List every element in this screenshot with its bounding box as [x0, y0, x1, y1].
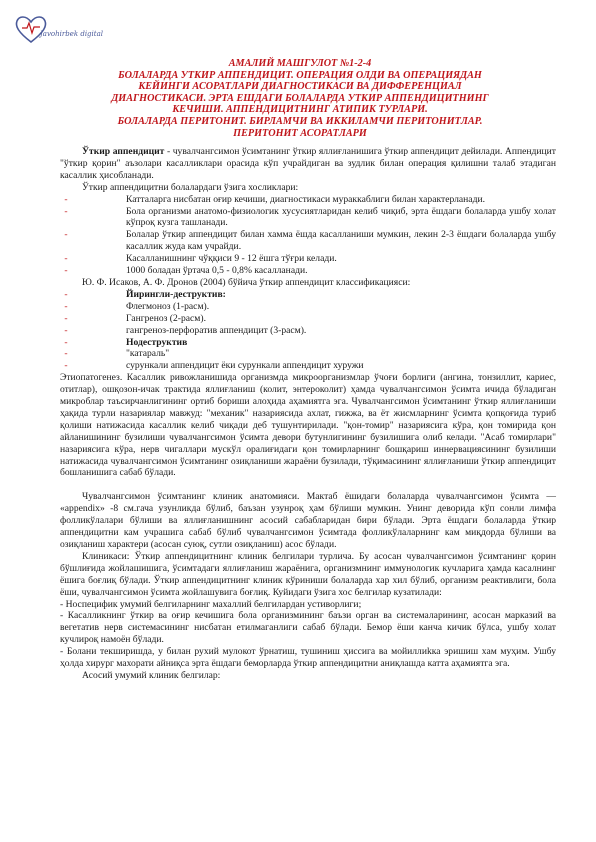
dash-bullet-icon: -: [64, 253, 68, 265]
list-item: - сурункали аппендицит ёки сурункали аппендицит хуружи: [60, 360, 556, 372]
list-item: - Гангреноз (2-расм).: [60, 313, 556, 325]
title-line: БОЛАЛАРДА УТКИР АППЕНДИЦИТ. ОПЕРАЦИЯ ОЛДИ ВА ОПЕРАЦИЯДАН: [118, 69, 482, 81]
document-body: [60, 146, 556, 682]
list-item: - гангреноз-перфоратив аппендицит (3-расм).: [60, 325, 556, 337]
anatomy-paragraph: Чувалчангсимон ўсимтанинг клиник анатомияси. Мактаб ёшидаги болаларда чувалчангсимон ўсимта — «appendix» -8 см.гача узунликда бўлиб, баъзан узунроқ ҳам бўлиши мумкин. Унинг деворида кўп сонли лимфа фолликўлалари бўлиши ва яллиғланишнинг асосий сабабларидан бири бўлади. Эрта ёшдаги болаларда ўткир аппендицитни кам учрашига сабаб бўлиб чувалчангсимон ўсимтада фолликўлаларнинг кам миқдорда бўлиши ва озиқланиш характери (асосан суюқ, сутли озиқланиш) асос бўлади.: [60, 491, 556, 550]
list-item: - Катталарга нисбатан оғир кечиши, диагностикаси мураккаблиги билан характерланади.: [60, 194, 556, 206]
classification-heading: Ю. Ф. Исаков, А. Ф. Дронов (2004) бўйича ўткир аппендицит классификацияси:: [82, 276, 411, 288]
list-item: - Йирингли-деструктив:: [60, 289, 556, 301]
list-item: - 1000 боладан ўртача 0,5 - 0,8% касалланади.: [60, 265, 556, 277]
list-item: - Болалар ўткир аппендицит билан хамма ёшда касалланиши мумкин, лекин 2-3 ёшдаги болаларда ушбу касаллик жуда кам учрайди.: [60, 229, 556, 253]
intro-term: Ўткир аппендицит: [82, 146, 165, 157]
general-signs-heading: Асосий умумий клиник белгилар:: [82, 669, 221, 681]
list-item: - Нодеструктив: [60, 337, 556, 349]
clinic-point: - Касалликнинг ўткир ва оғир кечишига бола организмининг баъзи орган ва системаларининг, асосан марказий ва вегетатив нерв системасининг нисбатан етилмаганлиги сабаб бўлади. Бемор ёши канча кичик бўлса, ушбу холат кучлироқ намоён бўлади.: [60, 610, 556, 646]
dash-bullet-icon: -: [64, 265, 68, 277]
logo: [14, 12, 103, 54]
dash-bullet-icon: -: [64, 336, 68, 348]
dash-bullet-icon: -: [64, 324, 68, 336]
dash-bullet-icon: -: [64, 312, 68, 324]
etiology-paragraph: Этиопатогенез. Касаллик ривожланишида организмда микроорганизмлар ўчоғи борлиги (ангина, тонзиллит, кариес, отитлар), ошқозон-ичак трактида яллиғланиш (колит, энтероколит) ҳамда чувалчангсимон ўсимта ичида бўладиган микроблар таъсирчанлигининг ортиб бориши алоҳида аҳамиятга эга. Чувалчангсимон ўсимтанинг ўткир яллиғланиши ҳақида турли назариялар мавжуд: "механик" назариясида ахлат, гижжа, ва ёт жисмларнинг ўсимта қопқоғида туриб қолиши натижасида касаллик келиб чиқади деб тушунтирилади. "қон-томир" назариясига кўра, қон томирида қон айланишининг бузилиши чувалчангсимон ўсимта девори бутунлигининг бузилишига олиб келади. "Асаб томирлари" назариясига кўра, нерв чигаллари мускўл оралиғидаги қон томирларнинг бошқариш иннервациясининг бузилиши натижасида чувалчангсимон ўсимтанинг озиқланиши жараёни бузилади, тўқимасининг яллиғланиши ўткир аппендицит бошланишига сабаб бўлади.: [60, 372, 556, 479]
page-title: [80, 58, 520, 139]
logo-text: Javohirbek digital: [40, 30, 103, 38]
title-line: ПЕРИТОНИТ АСОРАТЛАРИ: [233, 127, 367, 139]
dash-bullet-icon: -: [64, 360, 68, 372]
title-line: БОЛАЛАРДА ПЕРИТОНИТ. БИРЛАМЧИ ВА ИККИЛАМЧИ ПЕРИТОНИТЛАР.: [117, 115, 483, 127]
clinic-point: - Носпецифик умумий белгиларнинг махаллий белгилардан устиворлиги;: [60, 598, 362, 610]
intro-definition: - чувалчангсимон ўсимтанинг ўткир яллиғланишига ўткир аппендицит дейилади. Аппендицит "ўткир қорин" аъзолари касалликлари орасида кўп учрайдиган ва зудлик билан операция қилишни талаб этадиган касаллик ҳисобланади.: [60, 146, 556, 181]
features-list: [60, 194, 556, 277]
title-line: КЕЧИШИ. АППЕНДИЦИТНИНГ АТИПИК ТУРЛАРИ.: [172, 104, 428, 116]
title-line: КЕЙИНГИ АСОРАТЛАРИ ДИАГНОСТИКАСИ ВА ДИФФЕРЕНЦИАЛ: [138, 81, 462, 93]
spacer: [60, 479, 556, 491]
dash-bullet-icon: -: [64, 193, 68, 205]
heart-logo-icon: [14, 12, 48, 46]
title-line: АМАЛИЙ МАШГУЛОТ №1-2-4: [228, 58, 372, 69]
dash-bullet-icon: -: [64, 348, 68, 360]
clinic-paragraph: Клиникаси: Ўткир аппендицитнинг клиник белгилари турлича. Бу асосан чувалчангсимон ўсимтанинг қорин бўшлиғида жойлашишига, ўсимтадаги яллиғланиш жараёнига, организмнинг иммунологик кучларига ҳамда касалнинг ёшига боғлиқ бўлади. Ўткир аппендицитнинг клиник кўриниши болаларда хар хил бўлиб, организм реактивлиги, бола ёши, чувалчангсимон ўсимта жойлашувига боғлиқ. Куйидаги ўзига хос белгилар кузатилади:: [60, 550, 556, 598]
dash-bullet-icon: -: [64, 229, 68, 241]
list-item: - Бола организми анатомо-физиологик хусусиятларидан келиб чиқиб, эрта ёшдаги болаларда ушбу холат кўпроқ кузга ташланади.: [60, 206, 556, 230]
list-item: - "катараль": [60, 348, 556, 360]
dash-bullet-icon: -: [64, 300, 68, 312]
features-heading: Ўткир аппендицитни болалардаги ўзига хосликлари:: [82, 181, 299, 193]
intro-paragraph: [60, 146, 556, 182]
clinic-point: - Болани текширишда, у билан рухий мулокот ўрнатиш, тушиниш ҳиссига ва мойиллиkка эришиш хам муҳим. Ушбу ҳолда хирург махорати айниқса эрта ёшдаги беморларда ўткир аппендицитни аниқлашда катта аҳамиятга эга.: [60, 646, 556, 670]
dash-bullet-icon: -: [64, 288, 68, 300]
list-item: - Касалланишнинг чўққиси 9 - 12 ёшга тўғри келади.: [60, 253, 556, 265]
list-item: - Флегмоноз (1-расм).: [60, 301, 556, 313]
dash-bullet-icon: -: [64, 205, 68, 217]
title-line: ДИАГНОСТИКАСИ. ЭРТА ЕШДАГИ БОЛАЛАРДА УТКИР АППЕНДИЦИТНИНГ: [111, 92, 489, 104]
classification-list: [60, 289, 556, 372]
